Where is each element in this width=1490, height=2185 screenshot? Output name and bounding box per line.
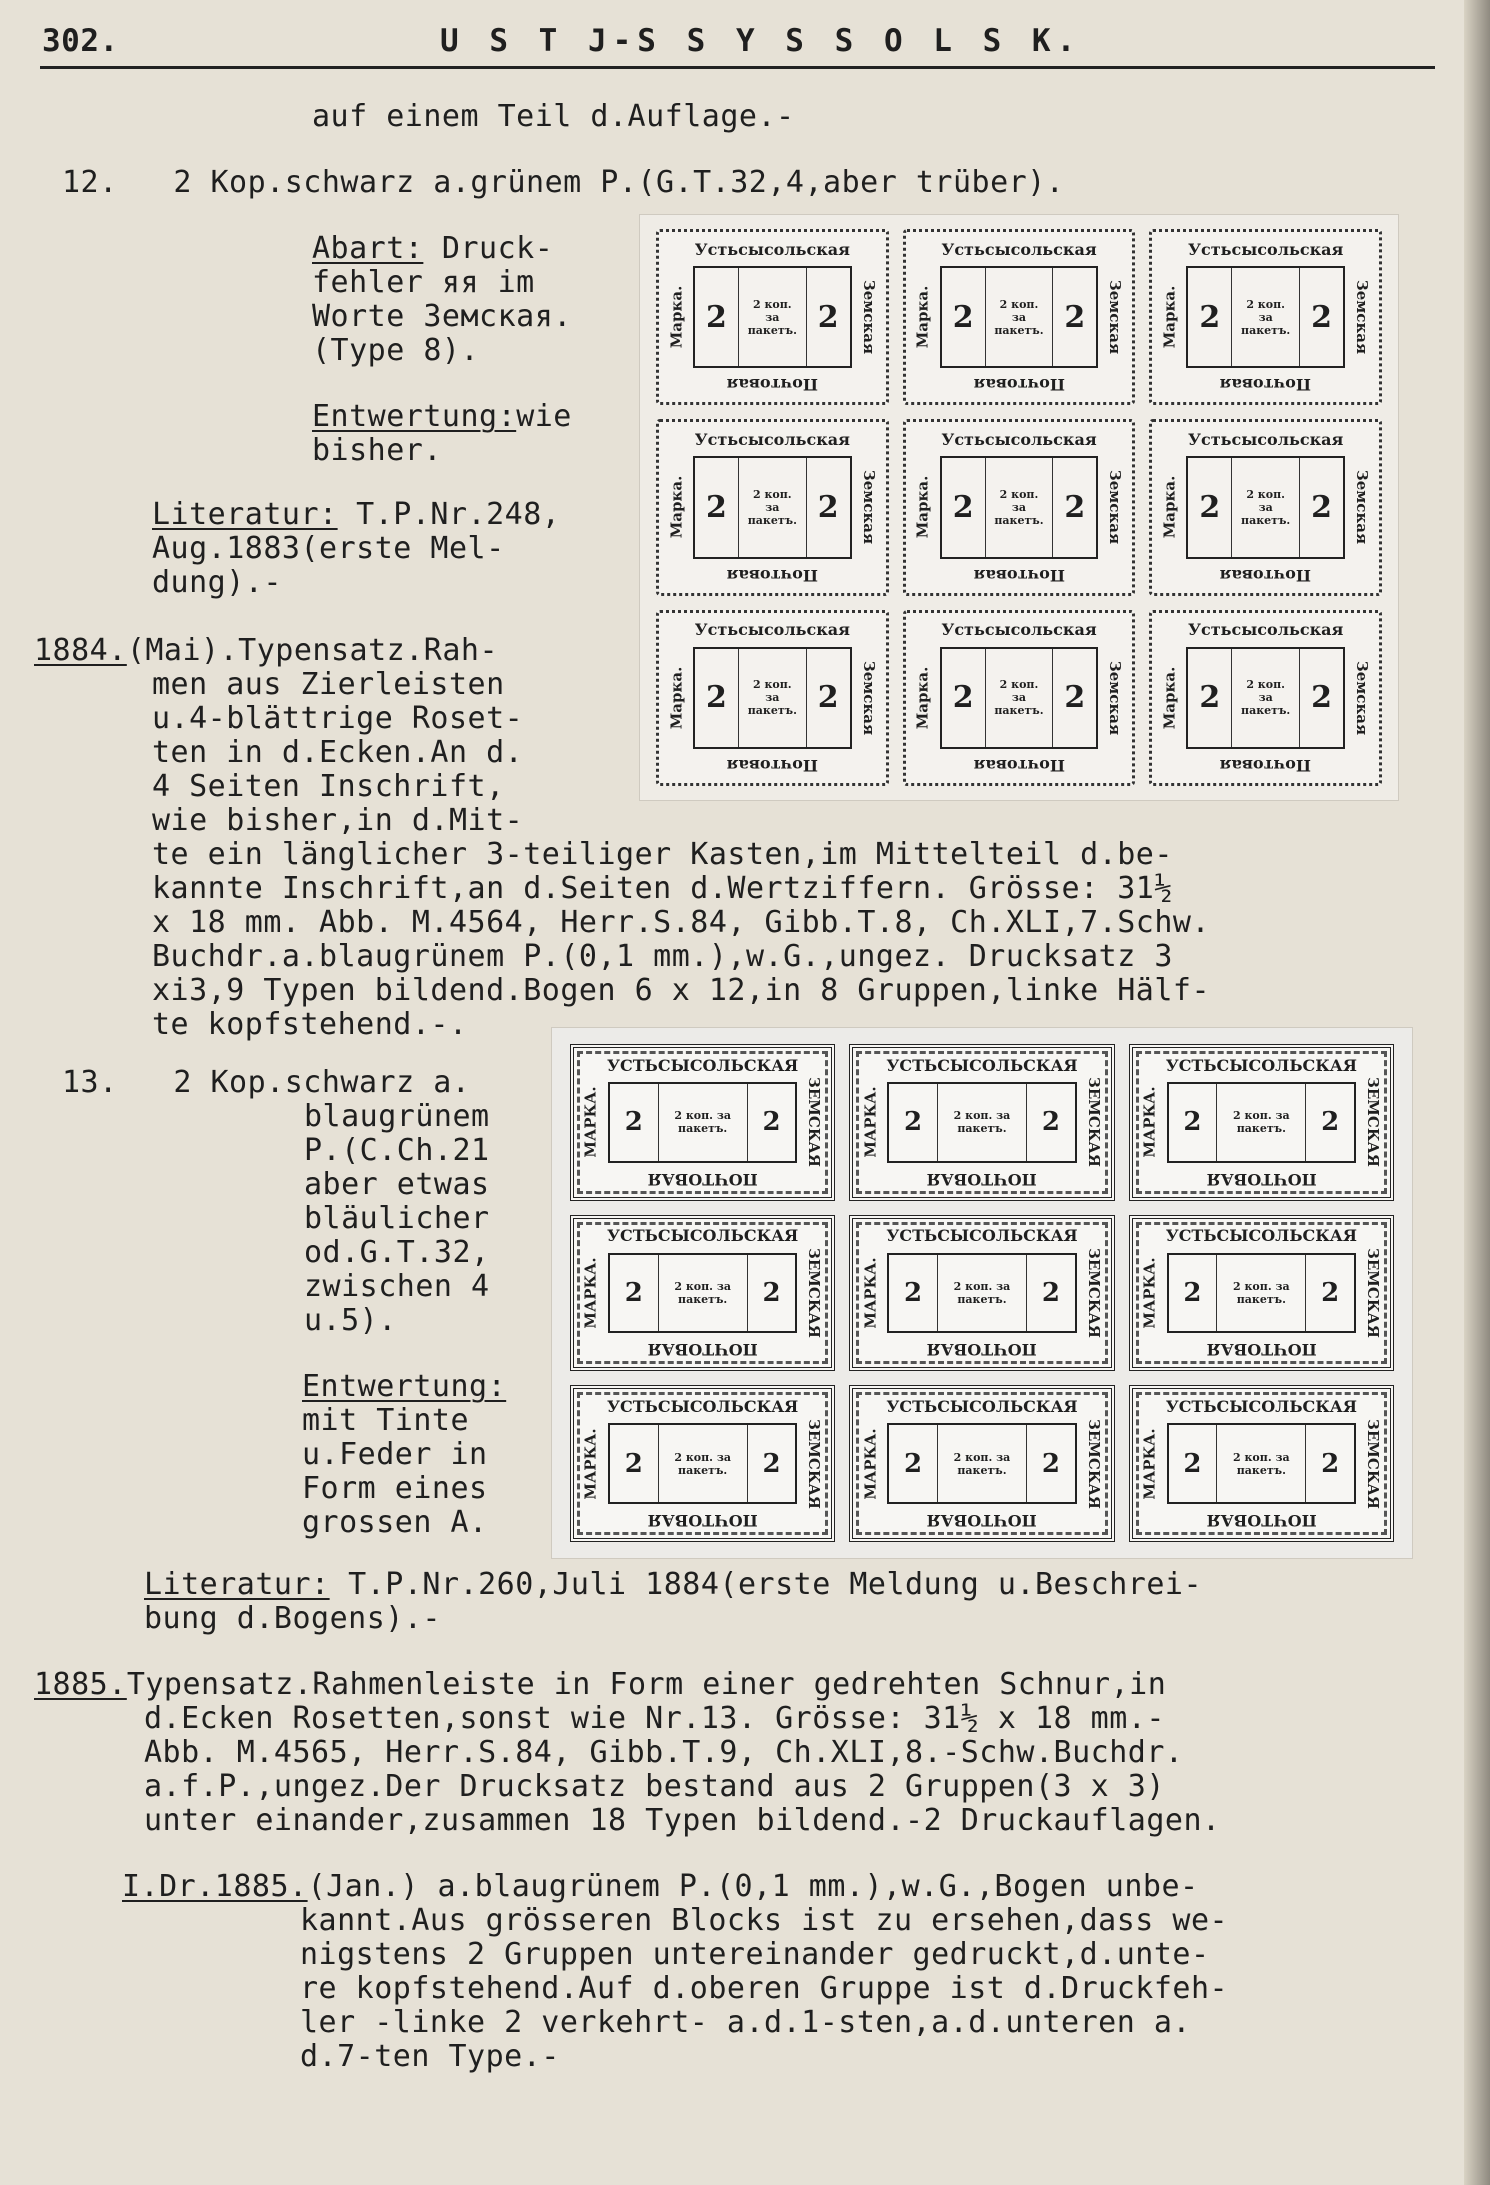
stamp-center-text: 2 коп.	[999, 678, 1039, 692]
stamp-value-left: 2	[952, 680, 974, 716]
stamp	[903, 610, 1136, 786]
stamp-block-1884	[552, 1028, 1412, 1558]
stamp	[570, 1215, 835, 1372]
stamp	[1149, 229, 1382, 405]
year-1885-label: 1885.	[34, 1667, 127, 1702]
stamp-bottom-inscription: ПОЧТОВАЯ	[926, 1511, 1038, 1531]
stamp	[1129, 1044, 1394, 1201]
stamp-right-inscription: ЗЕМСКАЯ	[1084, 1248, 1103, 1338]
stamp-center-text: пакетъ.	[1236, 1463, 1286, 1477]
stamp-left-inscription: МАРКА.	[861, 1428, 880, 1500]
stamp-center-text: пакетъ.	[678, 1463, 728, 1477]
stamp-right-inscription: Земская	[859, 280, 878, 355]
abart-label: Abart:	[312, 231, 424, 266]
stamp-bottom-inscription: Почтовая	[973, 756, 1065, 776]
stamp-center-text: пакетъ.	[1241, 323, 1291, 337]
stamp-right-inscription: ЗЕМСКАЯ	[1364, 1077, 1383, 1168]
stamp-top-inscription: Устьсысольская	[941, 620, 1097, 640]
stamp-right-inscription: ЗЕМСКАЯ	[1084, 1418, 1103, 1509]
stamp-left-inscription: МАРКА.	[861, 1086, 880, 1158]
text-line: kannte Inschrift,an d.Seiten d.Wertziffern. Grösse: 31½	[152, 871, 1173, 906]
stamp-top-inscription: Устьсысольская	[941, 239, 1097, 259]
stamp-value-right: 2	[1311, 489, 1332, 525]
stamp-center-text: пакетъ.	[678, 1292, 728, 1306]
stamp-value-left: 2	[904, 1448, 923, 1479]
stamp-top-inscription: УСТЬСЫСОЛЬСКАЯ	[886, 1396, 1078, 1416]
stamp-center-box	[1167, 1423, 1356, 1504]
text-line: d.Ecken Rosetten,sonst wie Nr.13. Grösse: 31½ x 18 mm.-	[144, 1701, 1165, 1736]
binding-gutter	[1464, 0, 1490, 2185]
stamp-center-inscription	[1231, 649, 1300, 747]
text-line: Abb. M.4565, Herr.S.84, Gibb.T.9, Ch.XLI,8.-Schw.Buchdr.	[144, 1735, 1184, 1770]
text-line: grossen A.	[302, 1505, 488, 1540]
stamp-center-text: за	[765, 310, 780, 324]
stamp-left-inscription: Марка.	[913, 666, 932, 730]
stamp-center-text: за	[765, 500, 780, 514]
stamp-center-text: 2 коп.	[752, 487, 792, 501]
text-line: wie bisher,in d.Mit-	[152, 803, 524, 838]
stamp	[1129, 1215, 1394, 1372]
text-line: (Type 8).	[312, 333, 480, 368]
stamp	[849, 1215, 1114, 1372]
stamp-value-right: 2	[817, 680, 839, 716]
printing-1-label: I.Dr.1885.	[122, 1869, 308, 1904]
stamp-center-text: 2 коп.	[1246, 297, 1285, 311]
stamp-top-inscription: УСТЬСЫСОЛЬСКАЯ	[886, 1226, 1078, 1246]
stamp-left-inscription: МАРКА.	[582, 1257, 600, 1329]
stamp-center-text: 2 коп.	[1246, 678, 1285, 692]
stamp-bottom-inscription: ПОЧТОВАЯ	[647, 1170, 758, 1190]
stamp-left-inscription: МАРКА.	[1140, 1086, 1159, 1158]
stamp-center-text: пакетъ.	[747, 704, 797, 718]
stamp-left-inscription: Марка.	[1160, 285, 1179, 349]
text-line: auf einem Teil d.Auflage.-	[312, 99, 795, 134]
stamp-right-inscription: ЗЕМСКАЯ	[1364, 1248, 1383, 1338]
stamp-center-text: 2 коп. за	[674, 1450, 731, 1464]
stamp-value-left: 2	[1199, 489, 1221, 525]
stamp-bottom-inscription: Почтовая	[726, 566, 819, 586]
stamp-value-right: 2	[1064, 680, 1086, 716]
year-1884-line	[34, 634, 498, 668]
stamp-center-text: за	[1258, 691, 1273, 705]
stamp-center-inscription	[658, 1084, 748, 1161]
stamp-top-inscription: УСТЬСЫСОЛЬСКАЯ	[1165, 1226, 1357, 1246]
stamp-right-inscription: ЗЕМСКАЯ	[805, 1077, 824, 1168]
stamp	[903, 229, 1136, 405]
stamp-value-left: 2	[706, 299, 727, 335]
cancellation-text: wie	[516, 399, 572, 434]
text-line: aber etwas	[304, 1167, 490, 1202]
text-line: bisher.	[312, 433, 442, 468]
stamp-center-text: пакетъ.	[747, 323, 797, 337]
stamp-bottom-inscription: Почтовая	[973, 375, 1065, 395]
stamp-center-text: за	[1011, 500, 1027, 514]
stamp	[1149, 419, 1382, 595]
stamp-center-text: 2 коп.	[752, 678, 792, 692]
stamp-center-box	[608, 1423, 797, 1504]
stamp-center-box	[693, 266, 852, 368]
stamp-block-1883	[640, 215, 1398, 800]
stamp-left-inscription: МАРКА.	[1140, 1257, 1159, 1329]
stamp-top-inscription: УСТЬСЫСОЛЬСКАЯ	[886, 1055, 1078, 1075]
stamp-top-inscription: УСТЬСЫСОЛЬСКАЯ	[607, 1055, 799, 1075]
stamp-bottom-inscription: Почтовая	[1219, 375, 1312, 395]
text-line: u.5).	[304, 1303, 397, 1338]
stamp-center-inscription	[985, 649, 1054, 747]
stamp-center-box	[940, 647, 1099, 749]
text-line: mit Tinte	[302, 1403, 470, 1438]
text-line: te ein länglicher 3-teiliger Kasten,im Mittelteil d.be-	[152, 837, 1173, 872]
stamp-center-text: 2 коп. за	[1233, 1450, 1290, 1464]
stamp-value-right: 2	[1041, 1107, 1060, 1138]
stamp-center-text: 2 коп.	[1246, 487, 1285, 501]
stamp-center-text: пакетъ.	[1236, 1122, 1286, 1136]
stamp-right-inscription: ЗЕМСКАЯ	[1084, 1077, 1103, 1168]
stamp-bottom-inscription: ПОЧТОВАЯ	[1206, 1170, 1317, 1190]
stamp-center-text: пакетъ.	[957, 1292, 1007, 1306]
stamp-center-text: пакетъ.	[957, 1463, 1007, 1477]
entwertung-label-2: Entwertung:	[302, 1369, 507, 1404]
stamp-center-text: 2 коп. за	[674, 1109, 731, 1123]
literature-line	[152, 498, 560, 532]
stamp	[1149, 610, 1382, 786]
stamp-center-inscription	[985, 458, 1054, 556]
stamp-value-left: 2	[1183, 1107, 1202, 1138]
stamp-top-inscription: Устьсысольская	[694, 239, 850, 259]
stamp-center-text: пакетъ.	[747, 513, 797, 527]
stamp-left-inscription: Марка.	[1160, 476, 1179, 539]
stamp-value-right: 2	[1321, 1448, 1340, 1479]
text-line: P.(C.Ch.21	[304, 1133, 490, 1168]
text-line: ten in d.Ecken.An d.	[152, 735, 524, 770]
stamp-center-text: 2 коп. за	[953, 1109, 1011, 1123]
stamp-value-left: 2	[1199, 299, 1221, 335]
text-line: re kopfstehend.Auf d.oberen Gruppe ist d.Druckfeh-	[300, 1971, 1229, 2006]
text-line: a.f.P.,ungez.Der Drucksatz bestand aus 2 Gruppen(3 x 3)	[144, 1769, 1165, 1804]
stamp-center-box	[693, 647, 852, 749]
stamp-right-inscription: ЗЕМСКАЯ	[805, 1248, 824, 1338]
stamp-center-text: пакетъ.	[1236, 1292, 1286, 1306]
stamp-value-right: 2	[762, 1448, 781, 1479]
printing-1-line	[122, 1870, 1199, 1904]
stamp	[656, 229, 889, 405]
text-line: u.Feder in	[302, 1437, 488, 1472]
stamp-value-right: 2	[1064, 489, 1086, 525]
stamp-center-box	[940, 456, 1099, 558]
stamp-center-text: 2 коп. за	[674, 1279, 731, 1293]
stamp	[849, 1044, 1114, 1201]
cancellation-heading	[312, 400, 572, 434]
entwertung-label: Entwertung:	[312, 399, 517, 434]
stamp-value-right: 2	[817, 489, 839, 525]
stamp-center-inscription	[1216, 1255, 1306, 1332]
page-number: 302.	[42, 23, 119, 59]
year-1884-label: 1884.	[34, 633, 127, 668]
stamp-left-inscription: МАРКА.	[582, 1086, 600, 1158]
text-line: men aus Zierleisten	[152, 667, 505, 702]
stamp-value-left: 2	[706, 489, 727, 525]
text-line: kannt.Aus grösseren Blocks ist zu ersehen,dass we-	[300, 1903, 1229, 1938]
stamp-value-left: 2	[706, 680, 727, 716]
stamp-value-left: 2	[1199, 680, 1221, 716]
stamp-top-inscription: УСТЬСЫСОЛЬСКАЯ	[607, 1396, 799, 1416]
stamp-top-inscription: УСТЬСЫСОЛЬСКАЯ	[1165, 1396, 1357, 1416]
stamp-center-box	[940, 266, 1099, 368]
stamp-right-inscription: Земская	[1106, 470, 1125, 545]
stamp-center-box	[1186, 647, 1345, 749]
stamp-center-box	[608, 1253, 797, 1334]
stamp-value-left: 2	[952, 489, 974, 525]
stamp-right-inscription: Земская	[1106, 280, 1125, 355]
stamp	[849, 1385, 1114, 1542]
stamp-value-right: 2	[1041, 1448, 1060, 1479]
stamp	[903, 419, 1136, 595]
stamp-left-inscription: Марка.	[667, 666, 685, 730]
variety-text: Druck-	[423, 231, 554, 266]
text-line: od.G.T.32,	[304, 1235, 490, 1270]
text-line: x 18 mm. Abb. M.4564, Herr.S.84, Gibb.T.8, Ch.XLI,7.Schw.	[152, 905, 1211, 940]
stamp-value-left: 2	[624, 1277, 643, 1308]
stamp-value-left: 2	[1183, 1277, 1202, 1308]
literature-text: T.P.Nr.248,	[337, 497, 561, 532]
stamp-bottom-inscription: Почтовая	[973, 566, 1065, 586]
stamp-center-inscription	[937, 1425, 1027, 1502]
year-1885-line	[34, 1668, 1166, 1702]
stamp-center-inscription	[658, 1255, 748, 1332]
stamp-center-inscription	[738, 649, 807, 747]
stamp-bottom-inscription: Почтовая	[726, 756, 819, 776]
stamp-center-inscription	[985, 268, 1054, 366]
literature-text-2: T.P.Nr.260,Juli 1884(erste Meldung u.Beschrei-	[329, 1567, 1203, 1602]
stamp-bottom-inscription: ПОЧТОВАЯ	[926, 1170, 1038, 1190]
stamp-bottom-inscription: Почтовая	[726, 375, 819, 395]
stamp-bottom-inscription: Почтовая	[1219, 566, 1312, 586]
literature-line-2	[144, 1568, 1202, 1602]
stamp-top-inscription: Устьсысольская	[941, 429, 1097, 449]
stamp-center-text: за	[765, 691, 780, 705]
stamp-center-text: 2 коп. за	[953, 1450, 1011, 1464]
stamp-center-text: за	[1011, 691, 1027, 705]
text-line: zwischen 4	[304, 1269, 490, 1304]
stamp-center-text: 2 коп.	[752, 297, 792, 311]
stamp	[570, 1044, 835, 1201]
stamp-right-inscription: Земская	[859, 470, 878, 545]
stamp-right-inscription: Земская	[1353, 280, 1372, 355]
stamp-top-inscription: Устьсысольская	[1188, 429, 1344, 449]
text-line: Form eines	[302, 1471, 488, 1506]
stamp-bottom-inscription: ПОЧТОВАЯ	[1206, 1340, 1317, 1360]
stamp-center-text: пакетъ.	[994, 323, 1044, 337]
text-line: bläulicher	[304, 1201, 490, 1236]
stamp-center-box	[1167, 1082, 1356, 1163]
stamp-center-text: 2 коп.	[999, 297, 1039, 311]
stamp-center-inscription	[937, 1255, 1027, 1332]
text-line: 4 Seiten Inschrift,	[152, 769, 505, 804]
stamp-center-inscription	[658, 1425, 748, 1502]
stamp-bottom-inscription: ПОЧТОВАЯ	[647, 1511, 758, 1531]
literatur-label-2: Literatur:	[144, 1567, 330, 1602]
stamp-center-text: за	[1258, 310, 1273, 324]
stamp	[656, 419, 889, 595]
stamp-left-inscription: Марка.	[1160, 666, 1179, 730]
stamp-center-text: пакетъ.	[1241, 513, 1291, 527]
stamp-value-right: 2	[1311, 299, 1332, 335]
text-line: fehler яя im	[312, 265, 535, 300]
page-title: U S T J-S S Y S S O L S K.	[440, 23, 1082, 59]
stamp-left-inscription: МАРКА.	[582, 1428, 600, 1500]
stamp-center-text: пакетъ.	[1241, 704, 1291, 718]
text-line: Worte Земская.	[312, 299, 572, 334]
printing-1-text: (Jan.) a.blaugrünem P.(0,1 mm.),w.G.,Bogen unbe-	[307, 1869, 1199, 1904]
stamp-center-text: пакетъ.	[957, 1122, 1007, 1136]
literatur-label: Literatur:	[152, 497, 338, 532]
stamp-top-inscription: Устьсысольская	[1188, 239, 1344, 259]
stamp-right-inscription: Земская	[1353, 660, 1372, 735]
stamp-top-inscription: УСТЬСЫСОЛЬСКАЯ	[607, 1226, 799, 1246]
stamp-center-box	[887, 1253, 1076, 1334]
stamp-center-box	[1186, 266, 1345, 368]
stamp-left-inscription: Марка.	[913, 285, 932, 349]
text-line: Aug.1883(erste Mel-	[152, 531, 505, 566]
variety-heading	[312, 232, 553, 266]
stamp-value-right: 2	[1041, 1277, 1060, 1308]
stamp-center-text: 2 коп.	[999, 487, 1039, 501]
stamp-center-inscription	[1231, 268, 1300, 366]
stamp-value-left: 2	[624, 1448, 643, 1479]
stamp-top-inscription: Устьсысольская	[694, 429, 850, 449]
stamp-right-inscription: ЗЕМСКАЯ	[1364, 1418, 1383, 1509]
stamp-bottom-inscription: ПОЧТОВАЯ	[1206, 1511, 1317, 1531]
stamp-center-inscription	[738, 458, 807, 556]
stamp-right-inscription: ЗЕМСКАЯ	[805, 1418, 824, 1509]
stamp-value-right: 2	[1064, 299, 1086, 335]
stamp-center-box	[693, 456, 852, 558]
stamp-center-text: 2 коп. за	[1233, 1109, 1290, 1123]
stamp-center-inscription	[1216, 1084, 1306, 1161]
stamp-top-inscription: Устьсысольская	[1188, 620, 1344, 640]
stamp-center-text: 2 коп. за	[1233, 1279, 1290, 1293]
stamp-left-inscription: МАРКА.	[861, 1257, 880, 1329]
text-line: nigstens 2 Gruppen untereinander gedruckt,d.unte-	[300, 1937, 1210, 1972]
stamp-center-box	[1167, 1253, 1356, 1334]
stamp-center-box	[608, 1082, 797, 1163]
stamp-value-left: 2	[952, 299, 974, 335]
stamp-center-inscription	[937, 1084, 1027, 1161]
stamp	[570, 1385, 835, 1542]
stamp-center-box	[887, 1082, 1076, 1163]
entry-13-line: 13. 2 Kop.schwarz a.	[62, 1065, 471, 1100]
text-line: Buchdr.a.blaugrünem P.(0,1 mm.),w.G.,ungez. Drucksatz 3	[152, 939, 1173, 974]
text-line: bung d.Bogens).-	[144, 1601, 441, 1636]
entry-12-line: 12. 2 Kop.schwarz a.grünem P.(G.T.32,4,aber trüber).	[62, 165, 1065, 200]
text-line: te kopfstehend.-.	[152, 1007, 468, 1042]
year-1884-text: (Mai).Typensatz.Rah-	[126, 633, 499, 668]
text-line: unter einander,zusammen 18 Typen bildend.-2 Druckauflagen.	[144, 1803, 1221, 1838]
stamp-left-inscription: Марка.	[913, 476, 932, 539]
stamp	[656, 610, 889, 786]
stamp-right-inscription: Земская	[859, 660, 878, 735]
stamp-value-left: 2	[904, 1107, 923, 1138]
stamp-right-inscription: Земская	[1106, 660, 1125, 735]
text-line: ler -linke 2 verkehrt- a.d.1-sten,a.d.unteren a.	[300, 2005, 1191, 2040]
stamp-left-inscription: МАРКА.	[1140, 1428, 1159, 1500]
stamp-center-text: за	[1011, 310, 1027, 324]
stamp-center-text: пакетъ.	[994, 704, 1044, 718]
stamp-center-box	[887, 1423, 1076, 1504]
stamp-center-text: 2 коп. за	[953, 1279, 1011, 1293]
header-rule	[40, 66, 1435, 69]
stamp-center-inscription	[738, 268, 807, 366]
stamp-value-left: 2	[1183, 1448, 1202, 1479]
stamp-center-text: за	[1258, 500, 1273, 514]
stamp-value-right: 2	[1321, 1107, 1340, 1138]
stamp-right-inscription: Земская	[1353, 470, 1372, 545]
text-line: d.7-ten Type.-	[300, 2039, 560, 2074]
stamp-value-right: 2	[762, 1107, 781, 1138]
stamp-value-right: 2	[1311, 680, 1332, 716]
stamp-top-inscription: Устьсысольская	[694, 620, 850, 640]
stamp-value-right: 2	[762, 1277, 781, 1308]
stamp-value-left: 2	[904, 1277, 923, 1308]
stamp-value-right: 2	[817, 299, 839, 335]
year-1885-text: Typensatz.Rahmenleiste in Form einer gedrehten Schnur,in	[126, 1667, 1167, 1702]
stamp-center-text: пакетъ.	[678, 1122, 728, 1136]
stamp-center-inscription	[1231, 458, 1300, 556]
stamp-center-inscription	[1216, 1425, 1306, 1502]
text-line: xi3,9 Typen bildend.Bogen 6 x 12,in 8 Gruppen,linke Hälf-	[152, 973, 1211, 1008]
stamp-bottom-inscription: ПОЧТОВАЯ	[926, 1340, 1038, 1360]
text-line: blaugrünem	[304, 1099, 490, 1134]
stamp-center-text: пакетъ.	[994, 513, 1044, 527]
stamp-top-inscription: УСТЬСЫСОЛЬСКАЯ	[1165, 1055, 1357, 1075]
stamp-left-inscription: Марка.	[667, 285, 685, 349]
stamp-left-inscription: Марка.	[667, 476, 685, 539]
stamp-center-box	[1186, 456, 1345, 558]
text-line: dung).-	[152, 565, 282, 600]
stamp-bottom-inscription: ПОЧТОВАЯ	[647, 1340, 758, 1360]
stamp	[1129, 1385, 1394, 1542]
stamp-value-right: 2	[1321, 1277, 1340, 1308]
stamp-value-left: 2	[624, 1107, 643, 1138]
text-line: u.4-blättrige Roset-	[152, 701, 524, 736]
stamp-bottom-inscription: Почтовая	[1219, 756, 1312, 776]
